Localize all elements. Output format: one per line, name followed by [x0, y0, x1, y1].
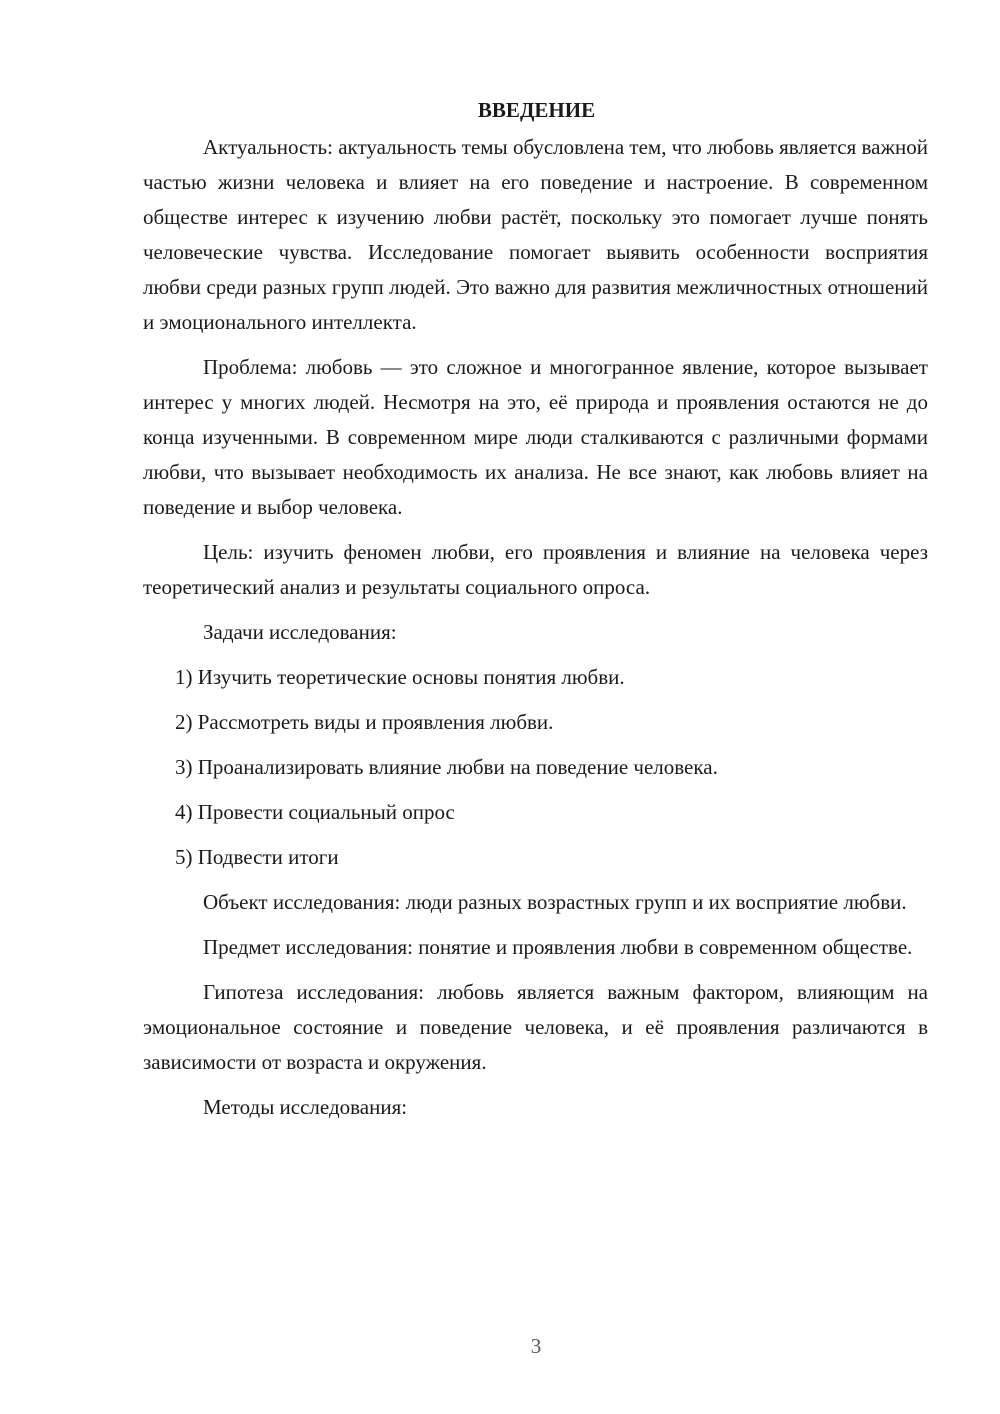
paragraph-methods: Методы исследования:: [203, 1095, 408, 1119]
tasks-list: [143, 660, 928, 875]
tasks-title: Задачи исследования:: [203, 620, 397, 644]
paragraph-hypothesis: Гипотеза исследования: любовь является важным фактором, влияющим на эмоциональное состояние и поведение человека, и её проявления различаются в зависимости от возраста и окружения.: [143, 980, 928, 1074]
paragraph-problem: Проблема: любовь — это сложное и многогранное явление, которое вызывает интерес у многих людей. Несмотря на это, её природа и проявления остаются не до конца изученными. В современном мире люди сталкиваются с различными формами любви, что вызывает необходимость их анализа. Не все знают, как любовь влияет на поведение и выбор человека.: [143, 355, 928, 519]
list-item: 4) Провести социальный опрос: [175, 800, 455, 824]
list-item: 1) Изучить теоретические основы понятия любви.: [175, 665, 625, 689]
list-item: 3) Проанализировать влияние любви на поведение человека.: [175, 755, 718, 779]
list-item: 2) Рассмотреть виды и проявления любви.: [175, 710, 554, 734]
list-item: 5) Подвести итоги: [175, 845, 339, 869]
paragraph-subject: Предмет исследования: понятие и проявления любви в современном обществе.: [203, 935, 913, 959]
page-number: 3: [530, 1334, 542, 1358]
paragraph-relevance: Актуальность: актуальность темы обусловлена тем, что любовь является важной частью жизни человека и влияет на его поведение и настроение. В современном обществе интерес к изучению любви растёт, поскольку это помогает лучше понять человеческие чувства. Исследование помогает выявить особенности восприятия любви среди разных групп людей. Это важно для развития межличностных отношений и эмоционального интеллекта.: [143, 135, 928, 334]
paragraph-goal: Цель: изучить феномен любви, его проявления и влияние на человека через теоретический анализ и результаты социального опроса.: [143, 540, 928, 599]
paragraph-object: Объект исследования: люди разных возрастных групп и их восприятие любви.: [203, 890, 907, 914]
section-heading: ВВЕДЕНИЕ: [477, 98, 596, 122]
document-page: [143, 92, 928, 1135]
